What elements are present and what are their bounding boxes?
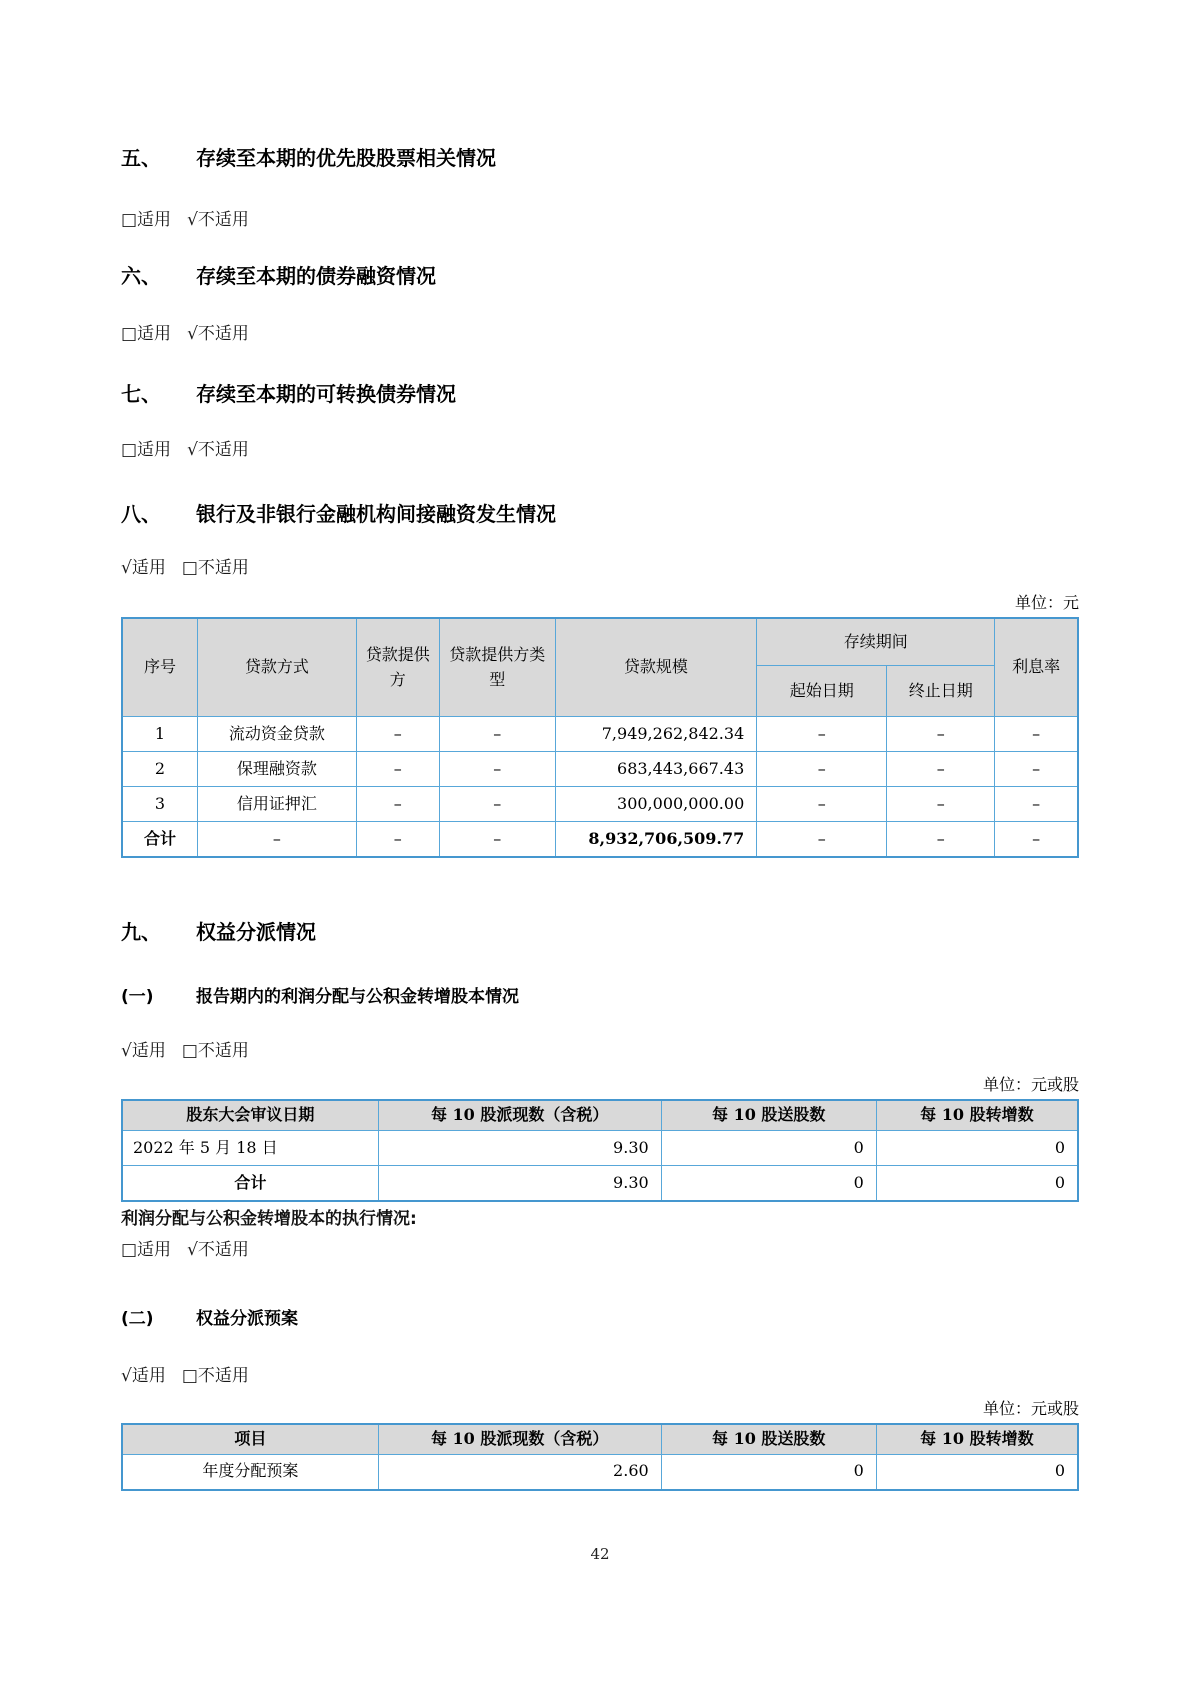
- applicability-line-5: [121, 210, 1079, 230]
- checkbox-not-apply: □不适用: [181, 558, 249, 578]
- cell-provider: –: [356, 717, 439, 752]
- distribution-plan-table: [121, 1423, 1079, 1491]
- profit-total-row: [122, 1165, 1078, 1201]
- col-header-start-date: 起始日期: [757, 666, 887, 717]
- cell-provider-type: –: [439, 717, 555, 752]
- section-number: 八、: [121, 502, 161, 526]
- col-header-seq: 序号: [122, 618, 198, 717]
- cell-transfer: 0: [876, 1165, 1078, 1201]
- subsection-number: (一): [121, 987, 154, 1007]
- checkbox-apply: □适用: [121, 210, 172, 230]
- cell-transfer: 0: [876, 1130, 1078, 1165]
- col-header-rate: 利息率: [995, 618, 1078, 717]
- cell-provider: –: [356, 787, 439, 822]
- col-header-transfer-per-10: 每 10 股转增数: [876, 1424, 1078, 1454]
- section-number: 七、: [121, 382, 161, 406]
- profit-row-1: [122, 1130, 1078, 1165]
- cell-start: –: [757, 752, 887, 787]
- checkbox-not-apply: √不适用: [187, 440, 249, 460]
- section-number: 九、: [121, 920, 161, 944]
- unit-label-loan: 单位：元: [1014, 593, 1079, 612]
- cell-cash: 9.30: [378, 1130, 661, 1165]
- applicability-line-9-1: [121, 1041, 1079, 1061]
- cell-scale-total: 8,932,706,509.77: [555, 822, 757, 858]
- checkbox-apply: □适用: [121, 440, 172, 460]
- cell-seq: 2: [122, 752, 198, 787]
- cell-scale: 300,000,000.00: [555, 787, 757, 822]
- cell-rate: –: [995, 822, 1078, 858]
- cell-start: –: [757, 717, 887, 752]
- cell-method: 流动资金贷款: [198, 717, 357, 752]
- col-header-provider-type: 贷款提供方类型: [439, 618, 555, 717]
- loan-row-3: [122, 787, 1078, 822]
- plan-row-1: [122, 1454, 1078, 1490]
- subsection-heading-9-2: [121, 1308, 1079, 1330]
- col-header-end-date: 终止日期: [887, 666, 995, 717]
- cell-item: 年度分配预案: [122, 1454, 378, 1490]
- cell-cash: 9.30: [378, 1165, 661, 1201]
- section-heading-9: [121, 920, 1079, 944]
- cell-end: –: [887, 822, 995, 858]
- unit-label-profit: 单位：元或股: [982, 1075, 1079, 1094]
- loan-table: [121, 617, 1079, 858]
- col-header-cash-per-10: 每 10 股派现数（含税）: [378, 1424, 661, 1454]
- applicability-line-7: [121, 440, 1079, 460]
- checkbox-apply: √适用: [121, 1041, 166, 1061]
- cell-end: –: [887, 717, 995, 752]
- checkbox-not-apply: √不适用: [187, 324, 249, 344]
- section-heading-7: [121, 382, 1079, 406]
- cell-provider: –: [356, 822, 439, 858]
- cell-method: –: [198, 822, 357, 858]
- execution-note: 利润分配与公积金转增股本的执行情况:: [121, 1208, 417, 1229]
- section-title: 存续至本期的可转换债券情况: [196, 382, 456, 406]
- section-number: 六、: [121, 264, 161, 288]
- col-header-bonus-per-10: 每 10 股送股数: [661, 1100, 876, 1130]
- checkbox-not-apply: □不适用: [181, 1365, 249, 1386]
- checkbox-not-apply: √不适用: [187, 210, 249, 230]
- cell-end: –: [887, 787, 995, 822]
- cell-bonus: 0: [661, 1454, 876, 1490]
- section-heading-6: [121, 264, 1079, 288]
- col-header-cash-per-10: 每 10 股派现数（含税）: [378, 1100, 661, 1130]
- cell-provider: –: [356, 752, 439, 787]
- subsection-title: 权益分派预案: [196, 1308, 298, 1329]
- page-number: 42: [590, 1545, 610, 1563]
- applicability-line-8: [121, 558, 1079, 578]
- cell-method: 保理融资款: [198, 752, 357, 787]
- subsection-number: (二): [121, 1308, 154, 1329]
- checkbox-apply: √适用: [121, 1365, 166, 1386]
- cell-end: –: [887, 752, 995, 787]
- cell-provider-type: –: [439, 822, 555, 858]
- section-title: 权益分派情况: [196, 920, 316, 944]
- plan-header-row: [122, 1424, 1078, 1454]
- col-header-scale: 贷款规模: [555, 618, 757, 717]
- subsection-heading-9-1: [121, 986, 1079, 1008]
- section-number: 五、: [121, 146, 161, 170]
- section-title: 存续至本期的债券融资情况: [196, 264, 436, 288]
- section-title: 存续至本期的优先股股票相关情况: [196, 146, 496, 170]
- cell-rate: –: [995, 752, 1078, 787]
- cell-total-label: 合计: [122, 822, 198, 858]
- cell-scale: 683,443,667.43: [555, 752, 757, 787]
- cell-seq: 1: [122, 717, 198, 752]
- col-header-provider: 贷款提供方: [356, 618, 439, 717]
- section-heading-5: [121, 146, 1079, 170]
- cell-total-label: 合计: [122, 1165, 378, 1201]
- cell-transfer: 0: [876, 1454, 1078, 1490]
- col-header-bonus-per-10: 每 10 股送股数: [661, 1424, 876, 1454]
- col-header-meeting-date: 股东大会审议日期: [122, 1100, 378, 1130]
- applicability-line-6: [121, 324, 1079, 344]
- loan-row-2: [122, 752, 1078, 787]
- checkbox-apply: □适用: [121, 1239, 172, 1260]
- subsection-title: 报告期内的利润分配与公积金转增股本情况: [196, 987, 519, 1007]
- cell-rate: –: [995, 787, 1078, 822]
- cell-rate: –: [995, 717, 1078, 752]
- col-header-period: 存续期间: [757, 618, 995, 666]
- loan-total-row: [122, 822, 1078, 858]
- col-header-transfer-per-10: 每 10 股转增数: [876, 1100, 1078, 1130]
- cell-bonus: 0: [661, 1165, 876, 1201]
- cell-start: –: [757, 787, 887, 822]
- checkbox-not-apply: √不适用: [187, 1239, 249, 1260]
- section-heading-8: [121, 502, 1079, 526]
- applicability-line-9-2: [121, 1366, 1079, 1386]
- checkbox-apply: □适用: [121, 324, 172, 344]
- cell-meeting-date: 2022 年 5 月 18 日: [122, 1130, 378, 1165]
- section-title: 银行及非银行金融机构间接融资发生情况: [196, 502, 556, 526]
- col-header-item: 项目: [122, 1424, 378, 1454]
- col-header-method: 贷款方式: [198, 618, 357, 717]
- cell-bonus: 0: [661, 1130, 876, 1165]
- profit-header-row: [122, 1100, 1078, 1130]
- cell-method: 信用证押汇: [198, 787, 357, 822]
- applicability-line-exec: [121, 1240, 1079, 1260]
- unit-label-plan: 单位：元或股: [982, 1398, 1079, 1418]
- loan-header-row-1: [122, 618, 1078, 666]
- cell-scale: 7,949,262,842.34: [555, 717, 757, 752]
- cell-cash: 2.60: [378, 1454, 661, 1490]
- cell-seq: 3: [122, 787, 198, 822]
- cell-provider-type: –: [439, 752, 555, 787]
- checkbox-apply: √适用: [121, 558, 166, 578]
- checkbox-not-apply: □不适用: [181, 1041, 249, 1061]
- profit-distribution-table: [121, 1099, 1079, 1202]
- cell-provider-type: –: [439, 787, 555, 822]
- loan-row-1: [122, 717, 1078, 752]
- cell-start: –: [757, 822, 887, 858]
